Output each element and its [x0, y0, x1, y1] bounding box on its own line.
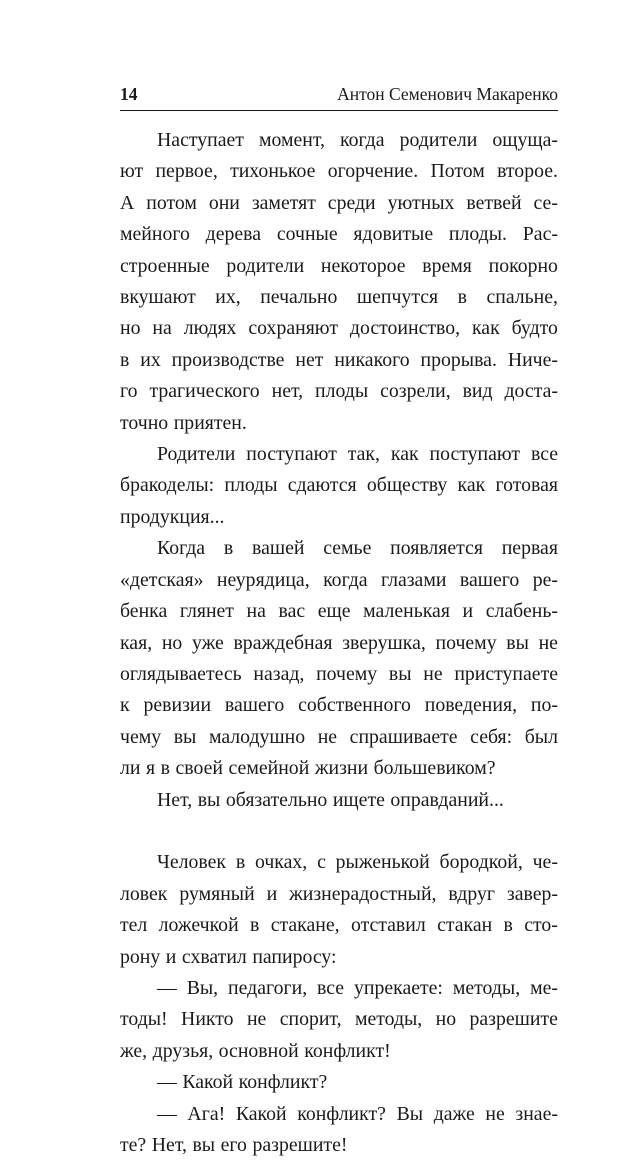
text-line: тел ложечкой в стакане, отставил стакан в сто- — [120, 914, 558, 937]
text-line: Нет, вы обязательно ищете оправданий... — [157, 788, 504, 811]
text-line: же, друзья, основной конфликт! — [120, 1039, 391, 1062]
text-line: «детская» неурядица, когда глазами вашего ре- — [120, 568, 558, 591]
text-line: — Вы, педагоги, все упрекаете: методы, ме- — [157, 976, 558, 999]
text-line: бракоделы: плоды сдаются обществу как готовая — [120, 474, 558, 497]
text-line: Наступает момент, когда родители ощуща- — [157, 129, 558, 151]
paragraph — [120, 125, 558, 439]
text-line: ют первое, тихонькое огорчение. Потом второе. — [120, 160, 558, 183]
paragraph — [120, 1067, 558, 1098]
text-line: рону и схватил папиросу: — [120, 945, 337, 968]
text-line: оглядываетесь назад, почему вы не приступаете — [120, 662, 558, 685]
paragraph-gap — [120, 816, 558, 847]
text-line: те? Нет, вы его разрешите! — [120, 1133, 348, 1156]
text-line: ловек румяный и жизнерадостный, вдруг завер- — [120, 882, 558, 905]
text-line: но на людях сохраняют достоинство, как будто — [120, 317, 558, 340]
text-line: — Какой конфликт? — [157, 1071, 328, 1094]
text-line: точно приятен. — [120, 411, 247, 434]
text-line: строенные родители некоторое время покорно — [120, 254, 558, 277]
paragraph — [120, 1099, 558, 1161]
running-header — [120, 84, 558, 105]
text-line: вкушают их, печально шепчутся в спальне, — [120, 286, 558, 309]
text-line: — Ага! Какой конфликт? Вы даже не знае- — [157, 1102, 558, 1125]
text-line: продукция... — [120, 505, 225, 528]
page-number: 14 — [120, 84, 138, 104]
header-rule — [120, 110, 558, 111]
paragraph — [120, 973, 558, 1067]
text-line: А потом они заметят среди уютных ветвей се- — [120, 191, 558, 214]
text-line: Родители поступают так, как поступают все — [157, 443, 558, 466]
paragraph — [120, 785, 558, 816]
text-line: чему вы малодушно не спрашиваете себя: был — [120, 725, 558, 748]
text-line: кая, но уже враждебная зверушка, почему вы не — [120, 631, 558, 654]
text-line: Человек в очках, с рыженькой бородкой, че- — [157, 851, 558, 874]
text-line: в их производстве нет никакого прорыва. Ниче- — [120, 348, 558, 371]
paragraph — [120, 847, 558, 973]
text-line: Когда в вашей семье появляется первая — [157, 537, 558, 560]
body-text — [120, 125, 558, 1161]
text-line: мейного дерева сочные ядовитые плоды. Рас- — [120, 223, 558, 246]
text-line: го трагического нет, плоды созрели, вид доста- — [120, 380, 558, 403]
paragraph — [120, 439, 558, 533]
text-line: ли я в своей семейной жизни большевиком? — [120, 757, 496, 780]
text-line: бенка глянет на вас еще маленькая и слабень- — [120, 600, 558, 623]
text-line: тоды! Никто не спорит, методы, но разрешите — [120, 1008, 558, 1031]
text-line: к ревизии вашего собственного поведения, по- — [120, 694, 558, 717]
paragraph — [120, 533, 558, 784]
running-title: Антон Семенович Макаренко — [337, 84, 558, 104]
